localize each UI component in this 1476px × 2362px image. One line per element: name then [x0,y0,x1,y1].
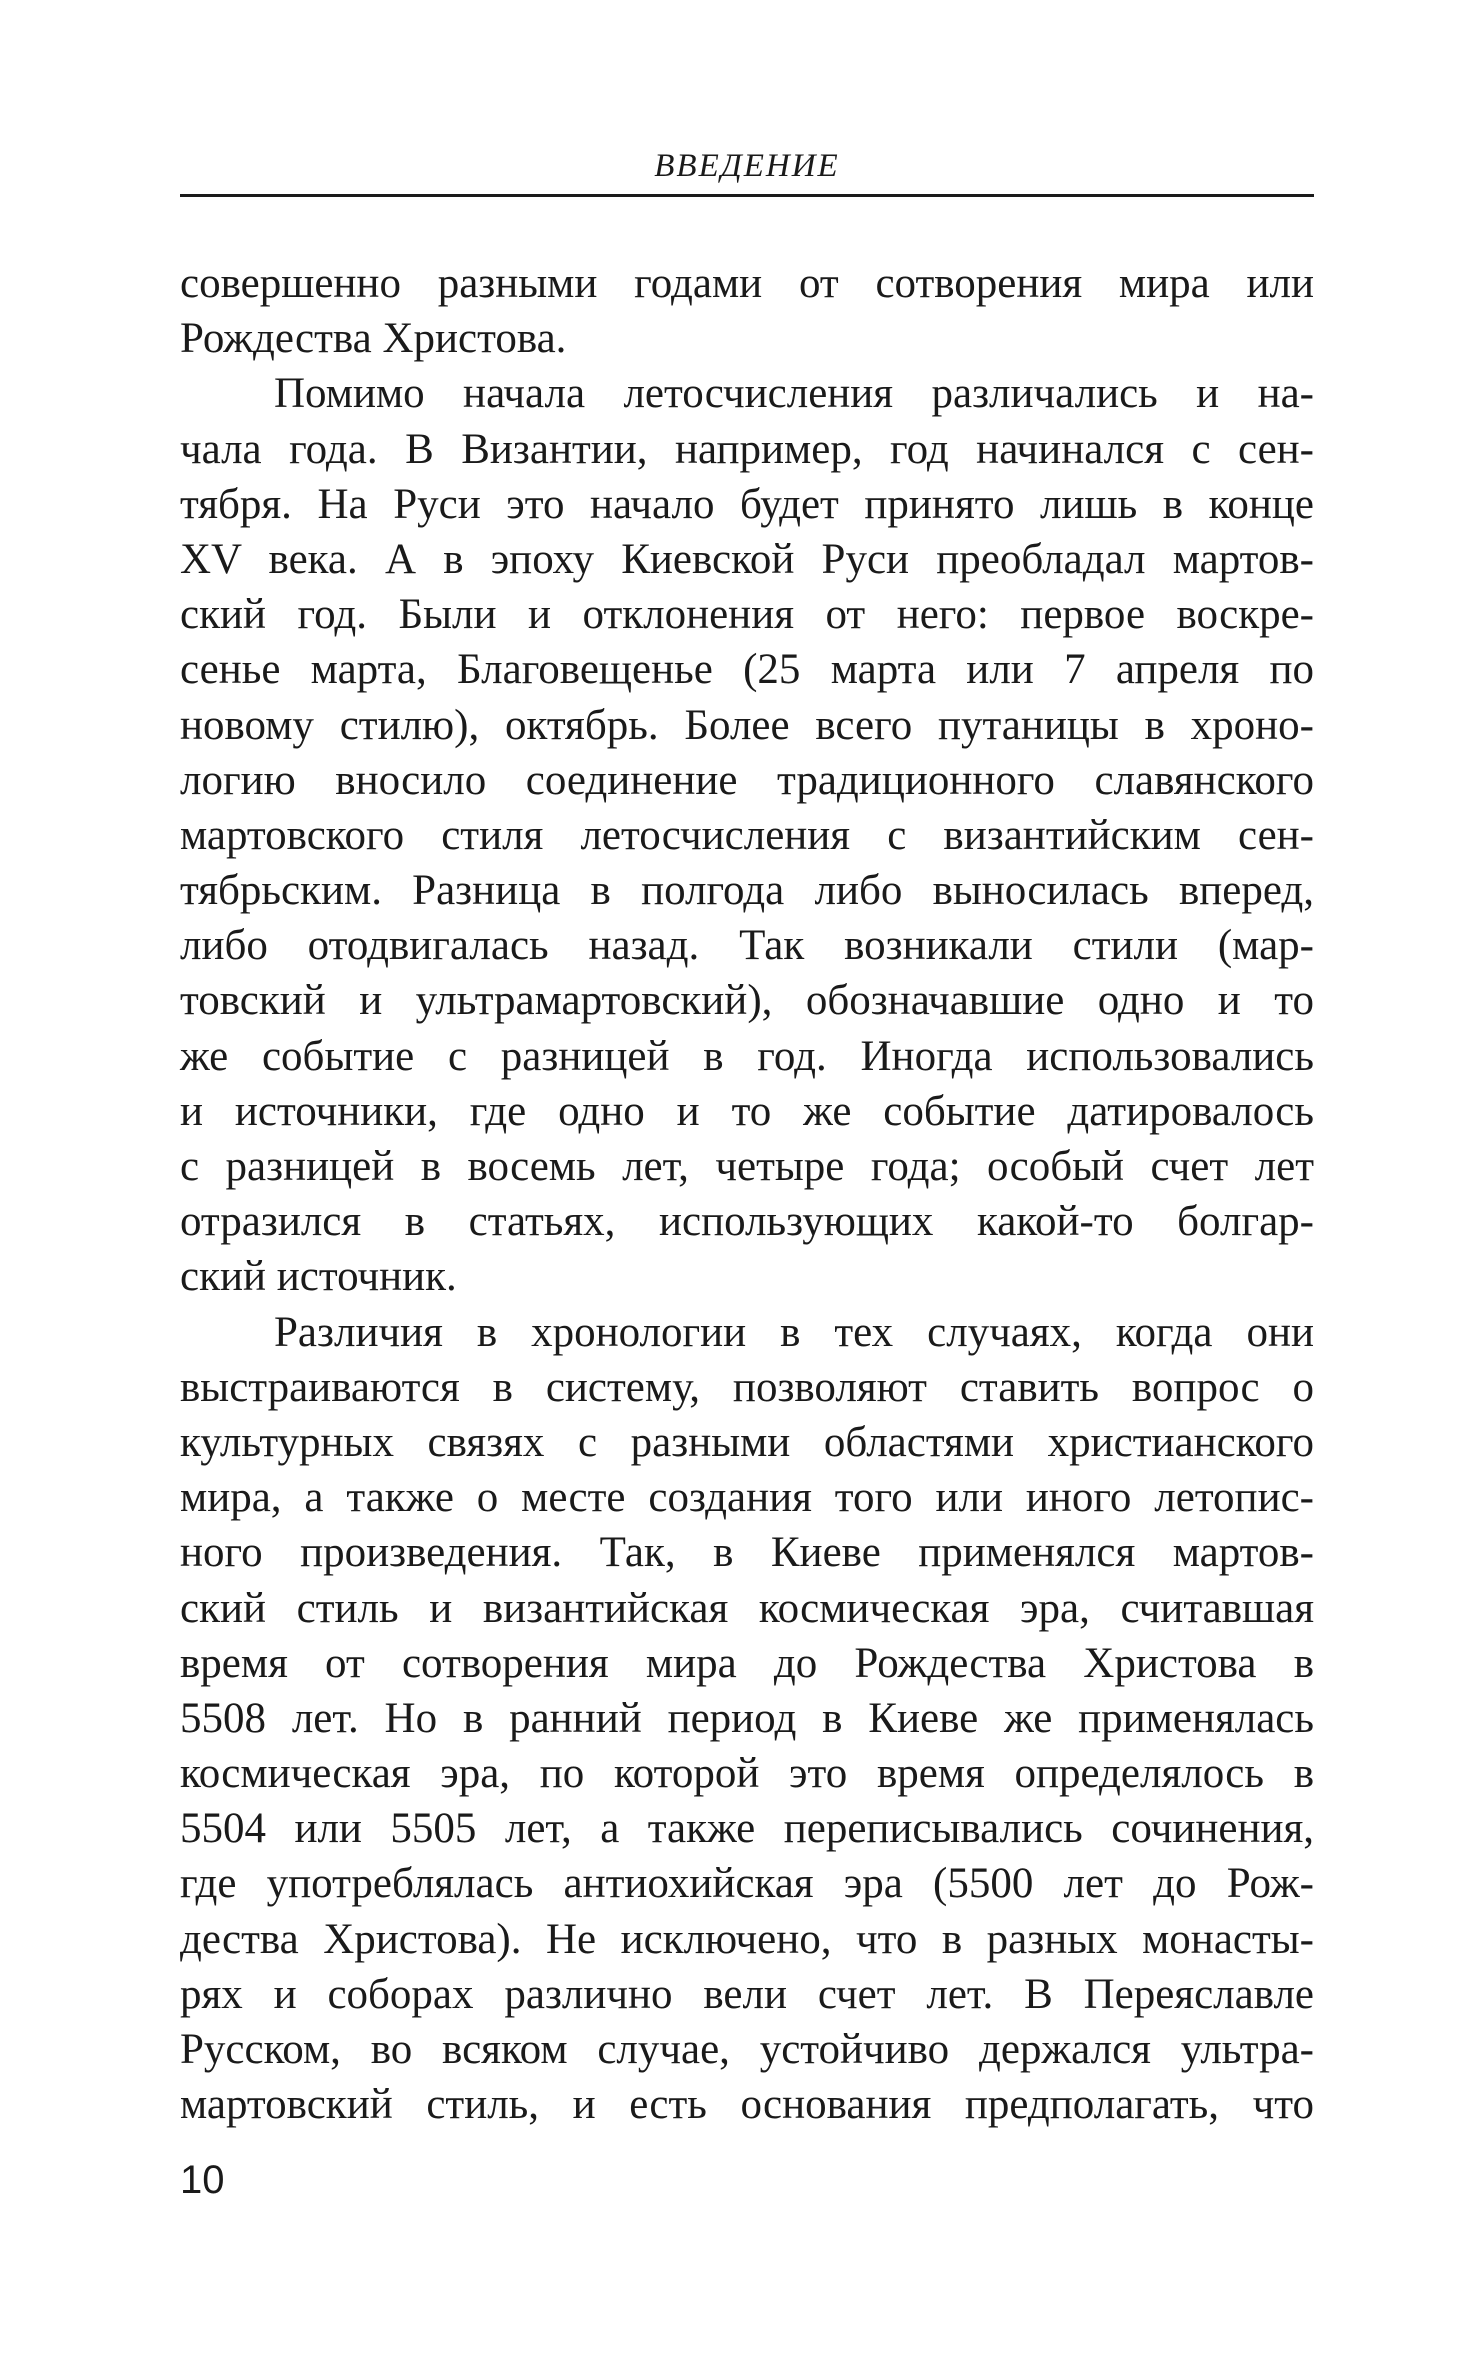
text-line: рях и соборах различно вели счет лет. В Переяславле [180,1970,1314,2018]
text-line: и источники, где одно и то же событие датировалось [180,1087,1314,1135]
text-line: Помимо начала летосчисления различались и на- [274,370,1314,418]
text-line: Русском, во всяком случае, устойчиво держался ультра- [180,2026,1314,2073]
text-line: ский стиль и византийская космическая эра, считавшая [180,1584,1314,1632]
body-text [180,256,1314,2132]
text-line: товский и ультрамартовский), обозначавшие одно и то [180,977,1314,1025]
text-line: дества Христова). Не исключено, что в разных монасты- [180,1915,1314,1963]
header-rule [180,194,1314,197]
text-line: мартовский стиль, и есть основания предполагать, что [180,2081,1314,2129]
text-line: 5504 или 5505 лет, а также переписывались сочинения, [180,1805,1314,1853]
text-line: XV века. А в эпоху Киевской Руси преобладал мартов- [180,535,1314,583]
text-line: же событие с разницей в год. Иногда использовались [180,1032,1314,1080]
text-line: 5508 лет. Но в ранний период в Киеве же применялась [180,1694,1314,1742]
text-line: космическая эра, по которой это время определялось в [180,1750,1314,1798]
text-line: тябрьским. Разница в полгода либо выносилась вперед, [180,867,1314,915]
text-line: мартовского стиля летосчисления с византийским сен- [180,811,1314,859]
text-line: с разницей в восемь лет, четыре года; особый счет лет [180,1143,1314,1190]
text-line: культурных связях с разными областями христианского [180,1418,1314,1466]
text-line: мира, а также о месте создания того или иного летопис- [180,1474,1314,1522]
page-number: 10 [180,2158,225,2202]
text-line: ский источник. [180,1253,457,1301]
running-head: ВВЕДЕНИЕ [654,148,840,184]
text-line: чала года. В Византии, например, год начинался с сен- [180,425,1314,473]
text-line: либо отодвигалась назад. Так возникали стили (мар- [180,922,1314,970]
text-line: отразился в статьях, использующих какой-то болгар- [180,1198,1314,1246]
text-line: время от сотворения мира до Рождества Христова в [180,1639,1314,1687]
text-line: тября. На Руси это начало будет принято лишь в конце [180,480,1314,528]
text-line: сенье марта, Благовещенье (25 марта или 7 апреля по [180,646,1314,694]
text-line: ский год. Были и отклонения от него: первое воскре- [180,591,1314,639]
text-line: новому стилю), октябрь. Более всего путаницы в хроно- [180,701,1314,749]
text-line: совершенно разными годами от сотворения мира или [180,260,1314,307]
text-line: ного произведения. Так, в Киеве применялся мартов- [180,1529,1314,1577]
text-line: Различия в хронологии в тех случаях, когда они [274,1308,1314,1356]
text-line: выстраиваются в систему, позволяют ставить вопрос о [180,1363,1314,1411]
text-line: Рождества Христова. [180,315,567,363]
text-line: логию вносило соединение традиционного славянского [180,756,1314,804]
text-line: где употреблялась антиохийская эра (5500 лет до Рож- [180,1860,1314,1908]
